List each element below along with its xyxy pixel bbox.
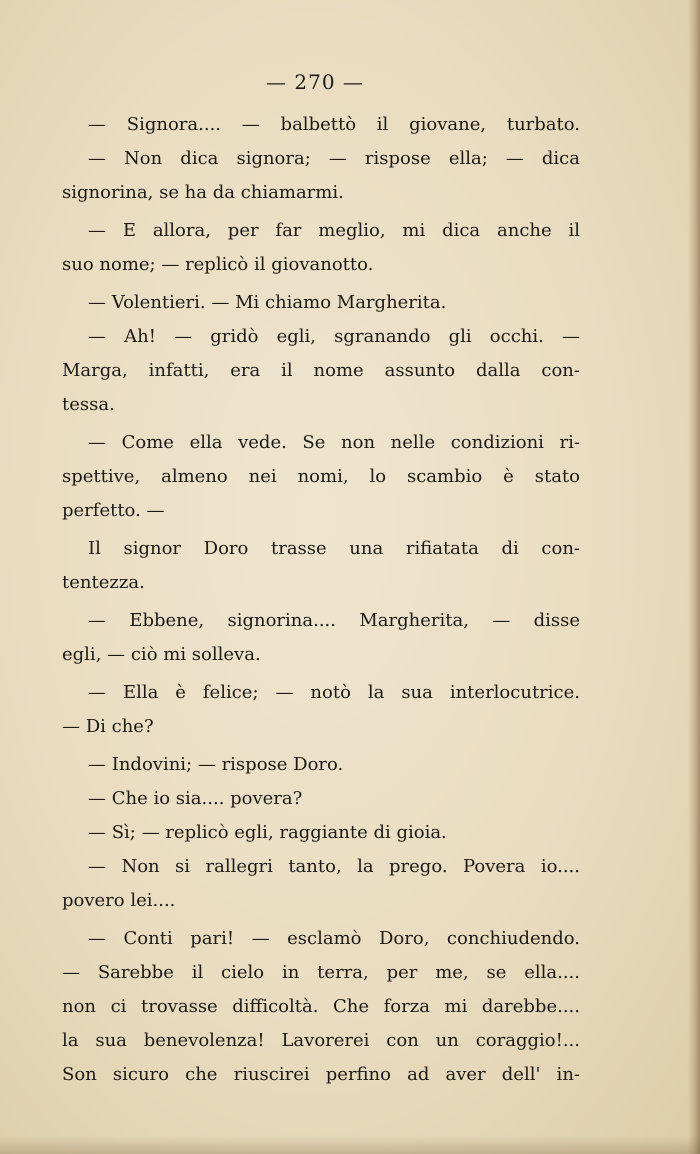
page-bottom-shadow	[0, 1136, 700, 1154]
text-line: povero lei....	[62, 890, 176, 911]
text-line: — Ah! — gridò egli, sgranando gli occhi. —	[88, 326, 580, 347]
text-line: — Non si rallegri tanto, la prego. Povera io....	[88, 856, 580, 877]
text-line: — Come ella vede. Se non nelle condizioni ri-	[88, 432, 580, 453]
page-number: — 270 —	[266, 70, 364, 94]
text-line: — Indovini; — rispose Doro.	[88, 754, 344, 775]
text-line: — Sarebbe il cielo in terra, per me, se ella....	[62, 962, 580, 983]
text-line: non ci trovasse difficoltà. Che forza mi darebbe....	[62, 996, 580, 1017]
text-line: tentezza.	[62, 572, 145, 593]
text-line: Marga, infatti, era il nome assunto dalla con-	[62, 360, 580, 381]
text-line: Son sicuro che riuscirei perfino ad aver dell' in-	[62, 1064, 580, 1085]
text-line: la sua benevolenza! Lavorerei con un coraggio!...	[62, 1030, 580, 1051]
text-line: Il signor Doro trasse una rifiatata di con-	[88, 538, 580, 559]
text-line: signorina, se ha da chiamarmi.	[62, 182, 344, 203]
text-line: perfetto. —	[62, 500, 165, 521]
text-line: — Conti pari! — esclamò Doro, conchiudendo.	[88, 928, 580, 949]
text-line: tessa.	[62, 394, 115, 415]
page-edge-shadow	[688, 0, 700, 1154]
text-line: — Di che?	[62, 716, 154, 737]
text-line: — Ella è felice; — notò la sua interlocutrice.	[88, 682, 580, 703]
text-line: — Signora.... — balbettò il giovane, turbato.	[88, 114, 580, 135]
text-line: egli, — ciò mi solleva.	[62, 644, 261, 665]
text-line: — Sì; — replicò egli, raggiante di gioia.	[88, 822, 447, 843]
text-line: — E allora, per far meglio, mi dica anche il	[88, 220, 580, 241]
text-line: — Volentieri. — Mi chiamo Margherita.	[88, 292, 447, 313]
page-text	[62, 108, 580, 1092]
text-line: suo nome; — replicò il giovanotto.	[62, 254, 374, 275]
text-line: — Ebbene, signorina.... Margherita, — disse	[88, 610, 580, 631]
text-line: — Che io sia.... povera?	[88, 788, 303, 809]
text-line: — Non dica signora; — rispose ella; — dica	[88, 148, 580, 169]
text-line: spettive, almeno nei nomi, lo scambio è stato	[62, 466, 580, 487]
